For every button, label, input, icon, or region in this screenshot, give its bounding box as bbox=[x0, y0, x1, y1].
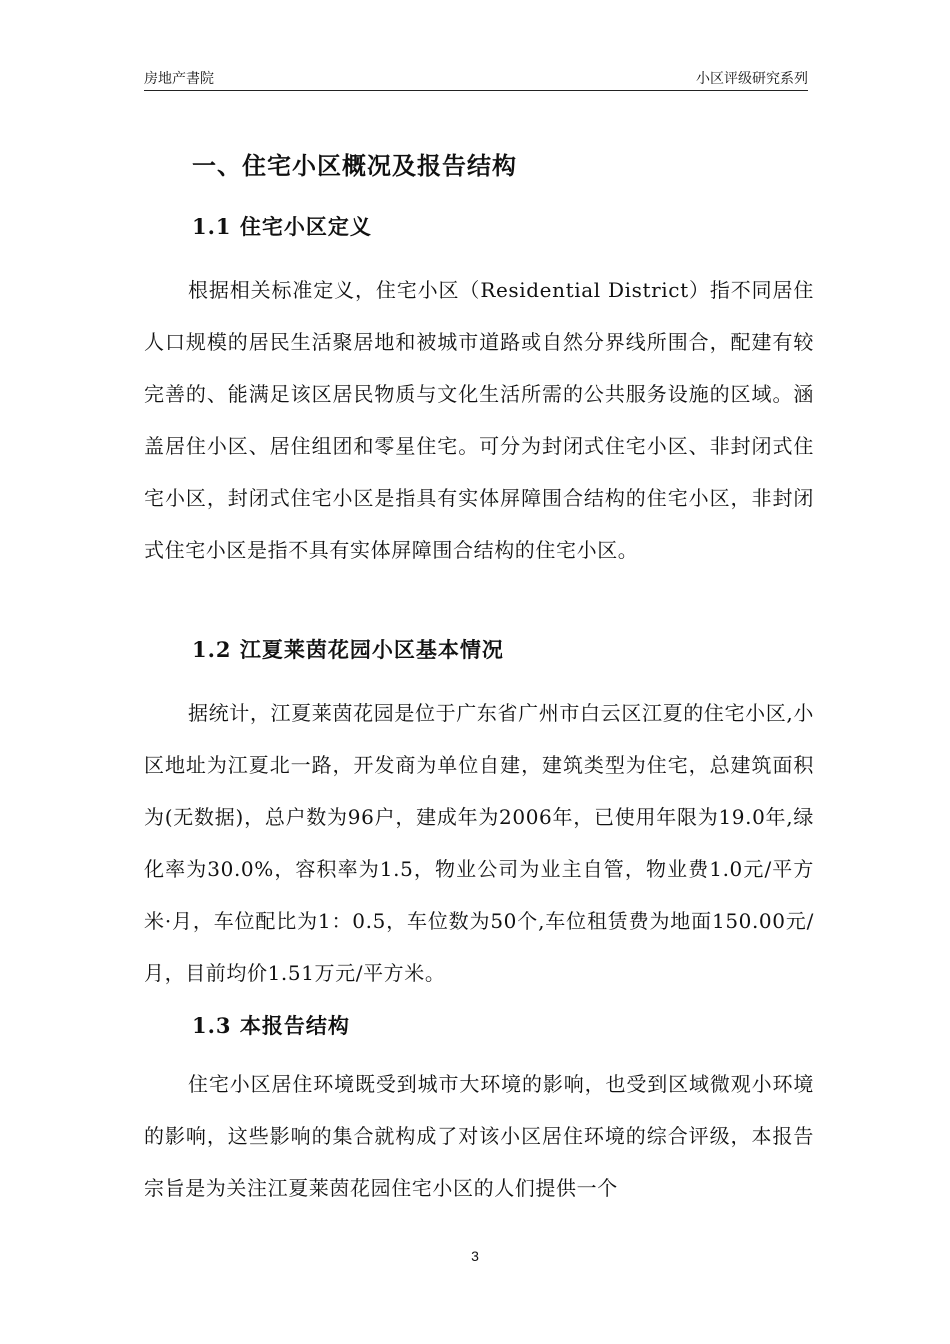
section-paragraph-1-1: 根据相关标准定义，住宅小区（Residential District）指不同居住人口规模的居民生活聚居地和被城市道路或自然分界线所围合，配建有较完善的、能满足该区居民物质与文化生活所需的公共服务设施的区域。涵盖居住小区、居住组团和零星住宅。可分为封闭式住宅小区、非封闭式住宅小区，封闭式住宅小区是指具有实体屏障围合结构的住宅小区，非封闭式住宅小区是指不具有实体屏障围合结构的住宅小区。 bbox=[144, 278, 814, 562]
header-publisher: 房地产書院 bbox=[144, 71, 214, 87]
page-number: 3 bbox=[471, 1248, 479, 1264]
section-title-1-3: 1.3 本报告结构 bbox=[192, 1013, 350, 1038]
page-header bbox=[144, 66, 808, 91]
section-title-1-1: 1.1 住宅小区定义 bbox=[192, 214, 372, 239]
header-series-title: 小区评级研究系列 bbox=[696, 71, 808, 87]
section-title-1-2: 1.2 江夏莱茵花园小区基本情况 bbox=[192, 637, 504, 662]
section-paragraph-1-2: 据统计，江夏莱茵花园是位于广东省广州市白云区江夏的住宅小区,小区地址为江夏北一路，开发商为单位自建，建筑类型为住宅，总建筑面积为(无数据)，总户数为96户，建成年为2006年，已使用年限为19.0年,绿化率为30.0%，容积率为1.5，物业公司为业主自管，物业费1.0元/平方米·月，车位配比为1：0.5，车位数为50个,车位租赁费为地面150.00元/月，目前均价1.51万元/平方米。 bbox=[144, 701, 814, 985]
section-paragraph-1-3: 住宅小区居住环境既受到城市大环境的影响，也受到区域微观小环境的影响，这些影响的集合就构成了对该小区居住环境的综合评级，本报告宗旨是为关注江夏莱茵花园住宅小区的人们提供一个 bbox=[144, 1072, 814, 1200]
chapter-title: 一、住宅小区概况及报告结构 bbox=[192, 152, 517, 180]
